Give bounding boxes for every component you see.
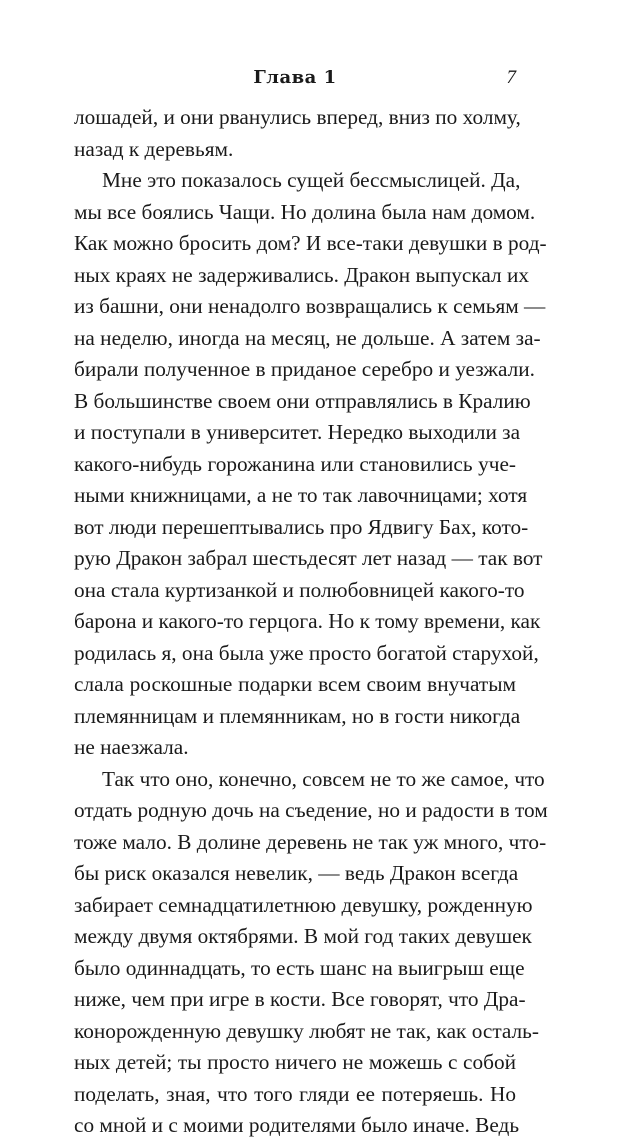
text-line: конорожденную девушку любят не так, как осталь- (74, 1018, 539, 1043)
text-line: тоже мало. В долине деревень не так уж много, что- (74, 829, 547, 854)
text-line: рую Дракон забрал шестьдесят лет назад — так вот (74, 546, 543, 570)
text-line: из башни, они ненадолго возвращались к семьям — (74, 294, 546, 318)
paragraph (74, 764, 548, 1142)
text-line: слала роскошные подарки всем своим внучатым (74, 672, 516, 696)
body-text (74, 102, 548, 1142)
text-line: барона и какого-то герцога. Но к тому времени, как (74, 609, 541, 633)
text-line: какого-нибудь горожанина или становились уче- (74, 451, 516, 476)
text-line: назад к деревьям. (74, 136, 234, 161)
text-line: ниже, чем при игре в кости. Все говорят, что Дра- (74, 987, 526, 1011)
paragraph (74, 165, 547, 764)
running-header (74, 66, 516, 90)
text-line: бы риск оказался невелик, — ведь Дракон всегда (74, 861, 519, 885)
text-line: и поступали в университет. Нередко выходили за (74, 420, 521, 444)
page-number: 7 (506, 67, 516, 88)
text-line: со мной и с моими родителями было иначе. Ведь (74, 1113, 520, 1137)
text-line: бирали полученное в приданое серебро и уезжали. (74, 357, 536, 381)
paragraph (74, 102, 521, 165)
text-line: ных детей; ты просто ничего не можешь с собой (74, 1050, 516, 1074)
text-line: В большинстве своем они отправлялись в Кралию (74, 388, 531, 413)
text-line: мы все боялись Чащи. Но долина была нам домом. (74, 199, 536, 224)
text-line: ных краях не задерживались. Дракон выпускал их (74, 262, 530, 287)
text-line: ными книжницами, а не то так лавочницами; хотя (74, 483, 528, 507)
text-line: забирает семнадцатилетнюю девушку, рожденную (74, 892, 533, 917)
text-line: родилась я, она была уже просто богатой старухой, (74, 640, 539, 665)
text-line: было одиннадцать, то есть шанс на выигрыш еще (74, 955, 525, 980)
chapter-title: Глава 1 (253, 67, 337, 88)
text-line: не наезжала. (74, 735, 189, 759)
text-line: Так что оно, конечно, совсем не то же самое, что (102, 766, 545, 791)
text-line: поделать, зная, что того гляди ее потеряешь. Но (74, 1081, 516, 1106)
text-line: племянницам и племянникам, но в гости никогда (74, 703, 521, 728)
text-line: вот люди перешептывались про Ядвигу Бах, кото- (74, 514, 529, 539)
text-line: между двумя октябрями. В мой год таких девушек (74, 924, 532, 948)
text-line: на неделю, иногда на месяц, не дольше. А затем за- (74, 325, 541, 350)
text-line: Как можно бросить дом? И все-таки девушки в род- (74, 231, 547, 255)
text-line: отдать родную дочь на съедение, но и радости в том (74, 798, 548, 822)
text-line: лошадей, и они рванулись вперед, вниз по холму, (74, 105, 521, 129)
text-line: она стала куртизанкой и полюбовницей какого-то (74, 577, 525, 602)
text-line: Мне это показалось сущей бессмыслицей. Да, (102, 168, 521, 192)
